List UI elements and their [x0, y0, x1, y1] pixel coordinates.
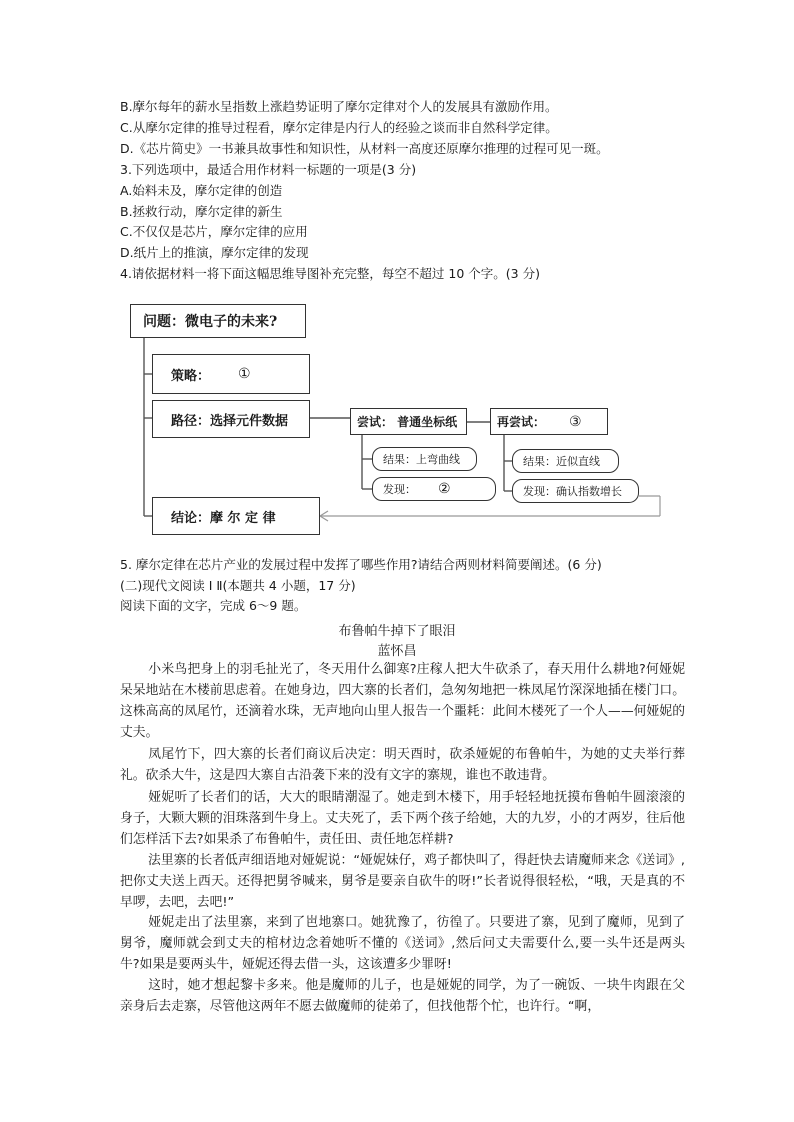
option-3c: C.不仅仅是芯片，摩尔定律的应用 — [120, 224, 308, 239]
mindmap-conclusion: 结论：摩 尔 定 律 — [171, 510, 276, 526]
mindmap-path-box — [152, 400, 310, 438]
mindmap-question: 问题：微电子的未来? — [143, 314, 278, 330]
mindmap-result1-box — [372, 447, 477, 471]
mindmap-find1-label: 发现： — [383, 483, 416, 496]
section-2-heading: (二)现代文阅读 Ⅰ Ⅱ(本题共 4 小题，17 分) — [120, 578, 356, 593]
story-paragraph-1: 小米鸟把身上的羽毛扯光了，冬天用什么御寒?庄稼人把大牛砍杀了，春天用什么耕地?何娅妮呆呆地站在木楼前思虑着。在她身边，四大寨的长者们，急匆匆地把一株凤尾竹深深地插在楼门口。这株高高的凤尾竹，还滴着水珠，无声地向山里人报告一个噩耗：此间木楼死了一个人——何娅妮的丈夫。 — [120, 662, 685, 740]
mindmap-result2-box — [512, 449, 619, 473]
mindmap-question-box — [130, 304, 306, 338]
story-title: 布鲁帕牛掉下了眼泪 — [338, 624, 456, 639]
blank-1: ① — [238, 366, 251, 382]
option-2b: B.摩尔每年的薪水呈指数上涨趋势证明了摩尔定律对个人的发展具有激励作用。 — [120, 99, 558, 114]
question-5: 5. 摩尔定律在芯片产业的发展过程中发挥了哪些作用?请结合两则材料简要阐述。(6 分) — [120, 557, 602, 572]
mindmap-try1: 尝试： 普通坐标纸 — [357, 415, 458, 429]
option-2d: D.《芯片简史》一书兼具故事性和知识性，从材料一高度还原摩尔推理的过程可见一斑。 — [120, 141, 609, 156]
story-paragraph-4: 法里寨的长者低声细语地对娅妮说：“娅妮妹仔，鸡子都快叫了，得赶快去请魔师来念《送词》,把你丈夫送上西天。还得把舅爷喊来，舅爷是要亲自砍牛的呀!”长者说得很轻松，“哦，天是真的不早啰，去吧，去吧!” — [120, 853, 685, 910]
mindmap-try2-label: 再尝试： — [497, 415, 546, 429]
mindmap-try1-box — [350, 408, 467, 435]
blank-2: ② — [438, 481, 451, 497]
story-paragraph-6: 这时，她才想起黎卡多来。他是魔师的儿子，也是娅妮的同学，为了一碗饭、一块牛肉跟在父亲身后去走寨，尽管他这两年不愿去做魔师的徒弟了，但找他帮个忙，也许行。“啊， — [120, 978, 685, 1014]
mindmap-find2: 发现：确认指数增长 — [523, 485, 622, 498]
mindmap-result1: 结果：上弯曲线 — [383, 453, 460, 466]
mindmap-find1-box — [372, 477, 496, 501]
mindmap-path: 路径：选择元件数据 — [171, 413, 289, 429]
option-3d: D.纸片上的推演，摩尔定律的发现 — [120, 245, 309, 260]
mindmap-conclusion-box — [152, 497, 320, 535]
mind-map — [122, 294, 674, 538]
mindmap-try2-box — [490, 408, 608, 435]
mindmap-result2: 结果：近似直线 — [523, 455, 600, 468]
story-author: 蓝怀昌 — [377, 644, 417, 659]
question-3: 3.下列选项中，最适合用作材料一标题的一项是(3 分) — [120, 162, 417, 177]
story-paragraph-3: 娅妮听了长者们的话，大大的眼睛潮湿了。她走到木楼下，用手轻轻地抚摸布鲁帕牛圆滚滚的身子，大颗大颗的泪珠落到牛身上。丈夫死了，丢下两个孩子给她，大的九岁，小的才两岁，往后他们怎样活下去?如果杀了布鲁帕牛，责任田、责任地怎样耕? — [120, 790, 685, 847]
blank-3: ③ — [569, 413, 582, 430]
mindmap-strategy-box — [152, 354, 310, 394]
option-3b: B.拯救行动，摩尔定律的新生 — [120, 204, 283, 219]
question-4: 4.请依据材料一将下面这幅思维导图补充完整，每空不超过 10 个字。(3 分) — [120, 266, 540, 281]
mindmap-strategy-label: 策略： — [171, 368, 211, 384]
reading-prompt: 阅读下面的文字，完成 6～9 题。 — [120, 598, 307, 613]
option-3a: A.始料未及，摩尔定律的创造 — [120, 183, 283, 198]
story-paragraph-5: 娅妮走出了法里寨，来到了岜地寨口。她犹豫了，彷徨了。只要进了寨，见到了魔师，见到了舅爷，魔师就会到丈夫的棺材边念着她听不懂的《送词》,然后问丈夫需要什么,要一头牛还是两头牛?如果是要两头牛，娅妮还得去借一头，这该遭多少罪呀! — [120, 915, 685, 972]
story-paragraph-2: 凤尾竹下，四大寨的长者们商议后决定：明天酉时，砍杀娅妮的布鲁帕牛，为她的丈夫举行葬礼。砍杀大牛，这是四大寨自古沿袭下来的没有文字的寨规，谁也不敢违背。 — [120, 747, 685, 783]
option-2c: C.从摩尔定律的推导过程看，摩尔定律是内行人的经验之谈而非自然科学定律。 — [120, 120, 558, 135]
mindmap-find2-box — [512, 479, 639, 503]
